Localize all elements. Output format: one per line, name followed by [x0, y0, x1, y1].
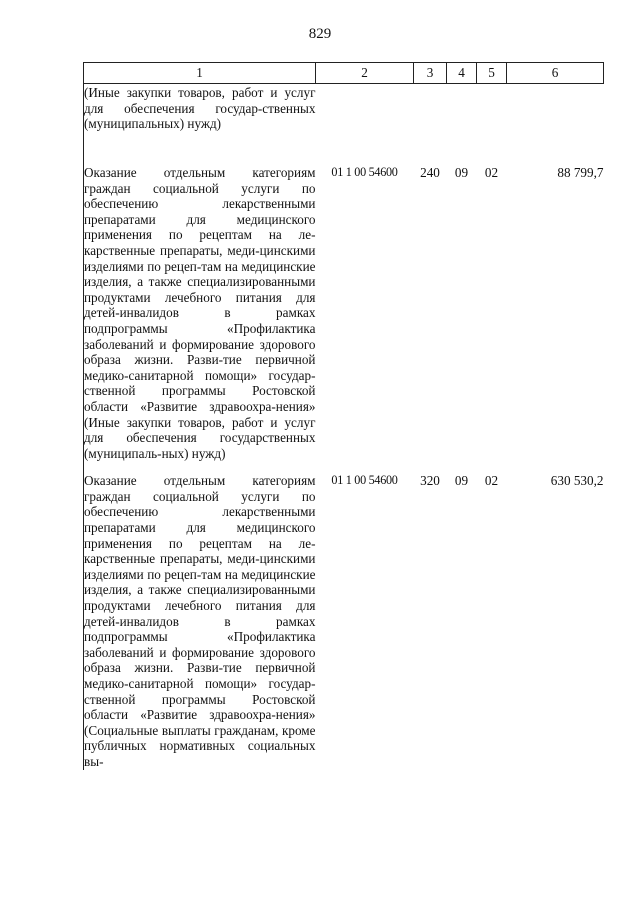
spacer-cell: [84, 153, 316, 165]
row-amount: 88 799,7: [557, 165, 604, 180]
row-subsection: [477, 84, 507, 154]
row-expense-type: 320: [420, 473, 440, 489]
row-subsection: 02: [484, 473, 499, 489]
row-amount: [507, 84, 604, 154]
row-amount: 630 530,2: [550, 473, 604, 489]
row-section: [447, 84, 477, 154]
column-header-1: 1: [84, 63, 316, 84]
table-row: [84, 84, 604, 154]
row-description: Оказание отдельным категориям граждан социальной услуги по обеспечению лекарственными препаратами для медицинского применения по рецептам на ле-карственные препараты, меди-цинскими изделиями по рецеп-там на медицинские изделия, а также специализированными продуктами лечебного питания для детей-инвалидов в рамках подпрограммы «Профилактика заболеваний и формирование здорового образа жизни. Разви-тие первичной медико-санитарной помощи» государ-ственной программы Ростовской области «Развитие здравоохра-нения» (Социальные выплаты гражданам, кроме публичных нормативных социальных вы-: [84, 473, 316, 769]
row-spacer: [84, 461, 604, 473]
row-spacer: [84, 153, 604, 165]
row-description: Оказание отдельным категориям граждан социальной услуги по обеспечению лекарственными препаратами для медицинского применения по рецептам на ле-карственные препараты, меди-цинскими изделиями по рецеп-там на медицинские изделия, а также специализированными продуктами лечебного питания для детей-инвалидов в рамках подпрограммы «Профилактика заболеваний и формирование здорового образа жизни. Разви-тие первичной медико-санитарной помощи» государ-ственной программы Ростовской области «Развитие здравоохра-нения» (Иные закупки товаров, работ и услуг для обеспечения государственных (муниципаль-ных) нужд): [84, 165, 316, 461]
table-row: [84, 165, 604, 461]
row-expense-type: [414, 84, 447, 154]
column-header-4: 4: [447, 63, 477, 84]
spacer-cell: [84, 461, 316, 473]
row-section: 09: [454, 165, 469, 180]
row-subsection: 02: [484, 165, 499, 180]
table-row: [84, 473, 604, 769]
row-description: (Иные закупки товаров, работ и услуг для обеспечения государ-ственных (муниципальных) нужд): [84, 84, 316, 154]
column-header-6: 6: [507, 63, 604, 84]
row-section: 09: [454, 473, 469, 489]
page-number: 829: [308, 26, 332, 42]
row-target-code: 01 1 00 54600: [331, 165, 398, 179]
column-header-2: 2: [316, 63, 414, 84]
row-target-code: [316, 84, 414, 154]
column-header-3: 3: [414, 63, 447, 84]
row-target-code: 01 1 00 54600: [331, 473, 398, 488]
table-header-row: [84, 63, 604, 84]
column-header-5: 5: [477, 63, 507, 84]
row-expense-type: 240: [420, 165, 440, 180]
budget-table: [83, 62, 604, 770]
